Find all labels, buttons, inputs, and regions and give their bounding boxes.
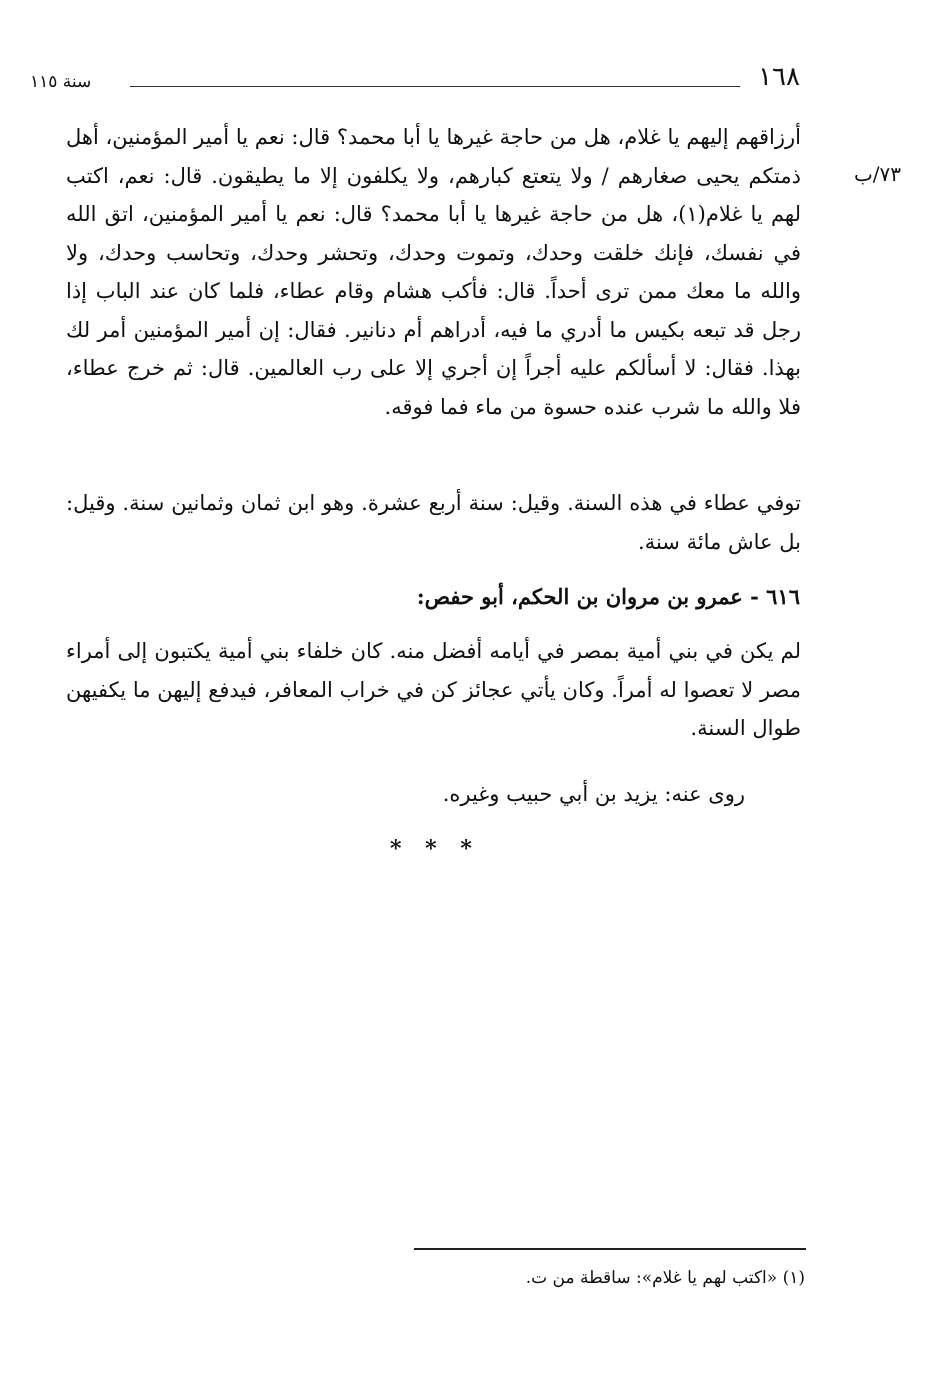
- footnote-rule: [414, 1248, 806, 1250]
- paragraph-2: [66, 484, 801, 561]
- header-rule: [130, 86, 740, 87]
- footnote: (١) «اكتب لهم يا غلام»: ساقطة من ت.: [525, 1268, 805, 1288]
- biography-paragraph: [66, 632, 801, 748]
- margin-folio-note: ٧٣/ب: [853, 162, 901, 186]
- biography-heading: ٦١٦ - عمرو بن مروان بن الحكم، أبو حفص:: [416, 584, 800, 609]
- section-separator: * * *: [390, 836, 480, 862]
- running-head: سنة ١١٥: [30, 72, 92, 92]
- paragraph-2-text: توفي عطاء في هذه السنة. وقيل: سنة أربع عشرة. وهو ابن ثمان وثمانين سنة. وقيل: بل عاش مائة سنة.: [66, 491, 801, 554]
- page-number: ١٦٨: [758, 62, 800, 92]
- paragraph-1: [66, 118, 801, 426]
- page-header: [30, 62, 800, 102]
- paragraph-1-text: أرزاقهم إليهم يا غلام، هل من حاجة غيرها يا أبا محمد؟ قال: نعم يا أمير المؤمنين، أهل ذمتكم يحيى صغارهم / ولا يتعتع كبارهم، ولا يكلفون إلا ما يطيقون. قال: نعم، اكتب لهم يا غلام(١)، هل من حاجة غيرها يا أبا محمد؟ قال: نعم يا أمير المؤمنين، اتق الله في نفسك، فإنك خلقت وحدك، وتموت وحدك، وتحشر وحدك، وتحاسب وحدك، ولا والله ما معك ممن ترى أحداً. قال: فأكب هشام وقام عطاء، فلما كان عند الباب إذا رجل قد تبعه بكيس ما أدري ما فيه، أدراهم أم دنانير. فقال: إن أمير المؤمنين أمر لك بهذا. فقال: لا أسألكم عليه أجراً إن أجري إلا على رب العالمين. قال: ثم خرج عطاء، فلا والله ما شرب عنده حسوة من ماء فما فوقه.: [66, 125, 801, 419]
- narrator-line: روى عنه: يزيد بن أبي حبيب وغيره.: [442, 782, 745, 806]
- biography-paragraph-text: لم يكن في بني أمية بمصر في أيامه أفضل منه. كان خلفاء بني أمية يكتبون إلى أمراء مصر لا تعصوا له أمراً. وكان يأتي عجائز كن في خراب المعافر، فيدفع إليهن ما يكفيهن طوال السنة.: [66, 639, 801, 740]
